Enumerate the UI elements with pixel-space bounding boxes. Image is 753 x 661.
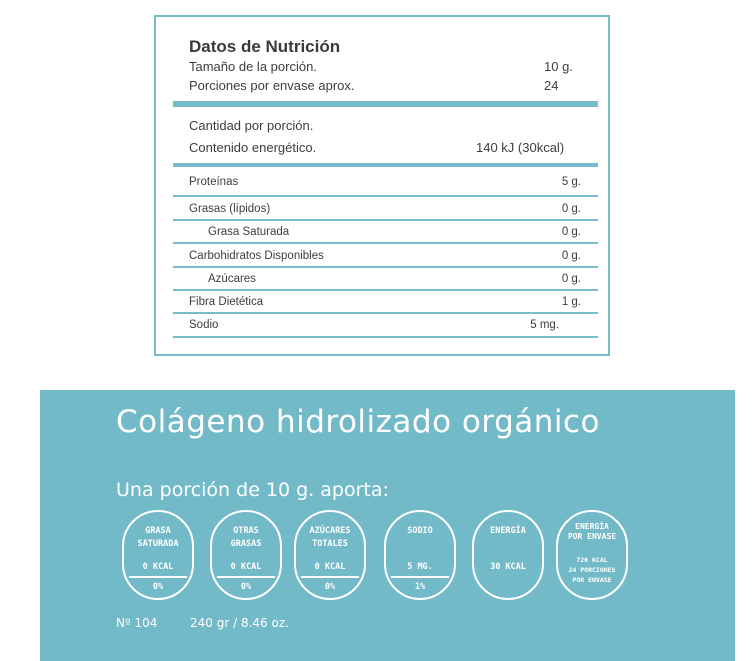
medium-divider — [173, 163, 598, 167]
nutrient-name: Grasas (lípidos) — [189, 203, 271, 215]
nutrient-value: 5 mg. — [530, 319, 559, 331]
badge-divider — [217, 576, 275, 578]
badge-percent: 1% — [414, 582, 426, 592]
product-weight: 240 gr / 8.46 oz. — [190, 616, 289, 630]
nutrient-value: 0 g. — [561, 226, 581, 238]
badge-amount: 5 MG. — [407, 562, 433, 572]
badge-divider — [391, 576, 449, 578]
badge-energy-per-package — [556, 510, 628, 600]
badge-amount: 0 KCAL — [230, 562, 262, 572]
badge-percent: 0% — [240, 582, 252, 592]
row-divider — [173, 289, 598, 291]
serving-size-row — [189, 59, 584, 74]
badge-divider — [301, 576, 359, 578]
energy-row — [189, 140, 584, 155]
nutrient-value: 1 g. — [561, 296, 581, 308]
nutrient-row — [189, 273, 581, 285]
badge-heading: SODIO — [407, 526, 433, 536]
nutrient-name: Grasa Saturada — [208, 226, 290, 238]
energy-value: 140 kJ (30kcal) — [476, 140, 565, 155]
badge-energy — [472, 510, 544, 600]
badge-sodium — [384, 510, 456, 600]
nutrition-title: Datos de Nutrición — [189, 37, 341, 56]
nutrient-name: Azúcares — [208, 273, 256, 285]
badge-heading: GRASA SATURADA — [137, 526, 179, 549]
badge-package-details: 720 KCAL 24 PORCIONES POR ENVASE — [568, 556, 616, 584]
product-title: Colágeno hidrolizado orgánico — [116, 404, 601, 440]
nutrient-value: 0 g. — [561, 273, 581, 285]
badge-amount: 30 KCAL — [490, 562, 526, 572]
serving-size-label: Tamaño de la porción. — [189, 59, 317, 74]
nutrient-name: Proteínas — [189, 176, 239, 188]
serving-size-value: 10 g. — [544, 59, 573, 74]
row-divider — [173, 219, 598, 221]
nutrient-name: Carbohidratos Disponibles — [189, 250, 324, 262]
energy-label: Contenido energético. — [189, 140, 317, 155]
badge-amount: 0 KCAL — [142, 562, 174, 572]
nutrient-value: 0 g. — [561, 250, 581, 262]
nutrient-name: Sodio — [189, 319, 219, 331]
product-code: Nº 104 — [116, 616, 158, 630]
row-divider — [173, 336, 598, 338]
nutrient-row — [189, 226, 581, 238]
badge-heading: OTRAS GRASAS — [230, 526, 262, 549]
nutrient-row — [189, 296, 581, 308]
amount-row — [189, 118, 584, 133]
nutrient-row — [189, 176, 581, 188]
row-divider — [173, 266, 598, 268]
badge-saturated-fat — [122, 510, 194, 600]
nutrient-row — [189, 203, 581, 215]
badge-percent: 0% — [324, 582, 336, 592]
badge-heading: ENERGÍA POR ENVASE — [567, 522, 617, 541]
nutrient-row — [189, 319, 581, 331]
badge-amount: 0 KCAL — [314, 562, 346, 572]
nutrient-value: 0 g. — [561, 203, 581, 215]
amount-label: Cantidad por porción. — [189, 118, 314, 133]
product-panel — [40, 390, 735, 661]
servings-value: 24 — [544, 78, 559, 93]
nutrition-facts-label — [154, 15, 610, 356]
badge-divider — [129, 576, 187, 578]
row-divider — [173, 242, 598, 244]
thick-divider — [173, 101, 598, 107]
badge-percent: 0% — [152, 582, 164, 592]
servings-label: Porciones por envase aprox. — [189, 78, 355, 93]
row-divider — [173, 312, 598, 314]
badge-heading: ENERGÍA — [490, 526, 526, 536]
nutrient-name: Fibra Dietética — [189, 296, 264, 308]
badge-heading: AZÚCARES TOTALES — [309, 526, 351, 549]
nutrient-row — [189, 250, 581, 262]
nutrient-value: 5 g. — [561, 176, 581, 188]
servings-row — [189, 78, 584, 93]
badge-total-sugars — [294, 510, 366, 600]
row-divider — [173, 195, 598, 197]
portion-subtitle: Una porción de 10 g. aporta: — [116, 479, 389, 501]
badge-other-fats — [210, 510, 282, 600]
